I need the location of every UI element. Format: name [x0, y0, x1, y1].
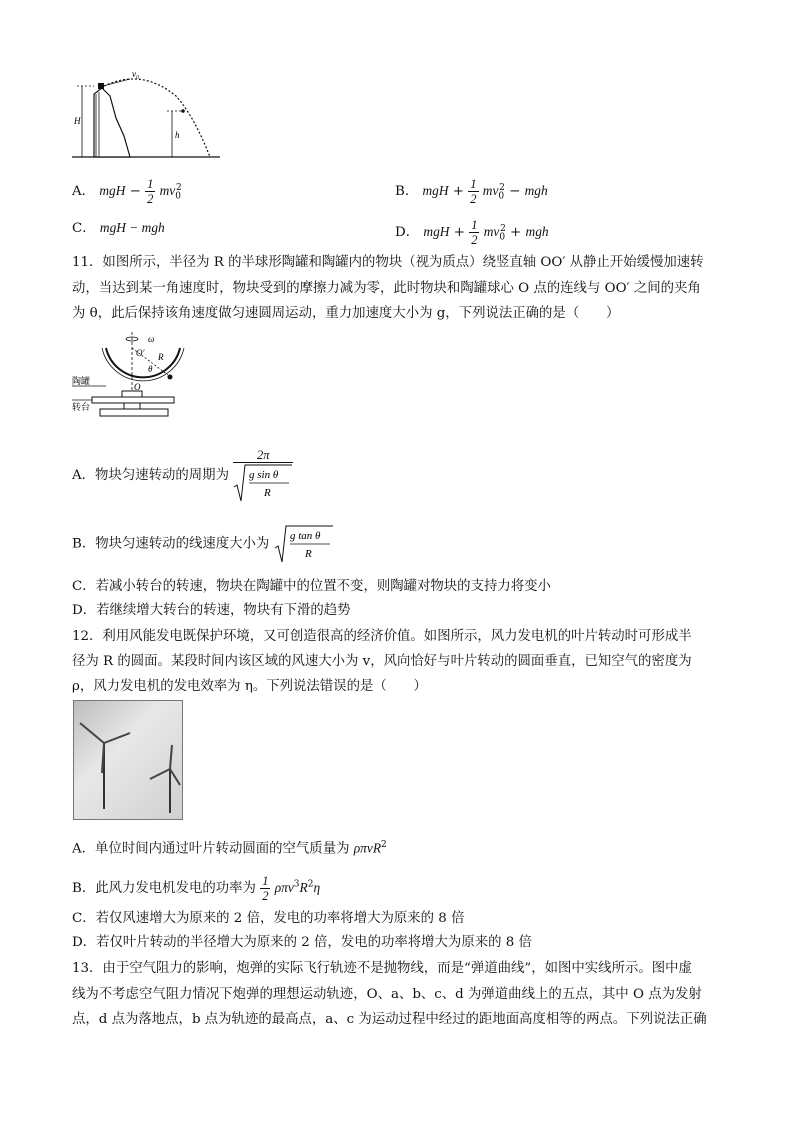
q13-stem-line3: 点，d 点为落地点，b 点为轨迹的最高点，a、c 为运动过程中经过的距地面高度相等的两点。下列说法正确 [72, 1012, 707, 1027]
q13-stem-line2: 线为不考虑空气阻力情况下炮弹的理想运动轨迹，O、a、b、c、d 为弹道曲线上的五点，其中 O 点为发射 [72, 987, 702, 1002]
o-prime-label: O′ [136, 348, 145, 358]
q11-option-d[interactable]: D．若继续增大转台的转速，物块有下滑的趋势 [72, 603, 351, 618]
q12-stem-line3: ρ，风力发电机的发电效率为 η。下列说法错误的是（ ） [72, 679, 427, 694]
jar-label: 陶罐 [72, 377, 91, 387]
v0-label: v₀ [132, 69, 140, 79]
q10-option-c[interactable]: C． mgH − mgh [72, 220, 165, 236]
wind-turbine-photo [73, 700, 183, 820]
q12-option-a[interactable]: A．单位时间内通过叶片转动圆面的空气质量为 ρπvR$^2$ [72, 840, 387, 857]
wind-turbine-icon [74, 701, 182, 819]
bowl-turntable-figure [72, 330, 202, 420]
q12-stem-line1: 12．利用风能发电既保护环境，又可创造很高的经济价值。如图所示，风力发电机的叶片转动时可形成半 [72, 629, 692, 644]
q11-option-a[interactable]: A．物块匀速转动的周期为 2π g sin θ R [72, 448, 293, 503]
q10-option-b[interactable]: B． mgH + $\frac{1}{2}$ $mv_0^2$ − mgh [395, 177, 548, 206]
q10-option-a[interactable]: A． mgH − $\frac{1}{2}$ $mv_0^2$ [72, 177, 182, 206]
q12-option-b[interactable]: B．此风力发电机发电的功率为 $\frac{1}{2}$ $\rho\pi v^3R^2\eta$ [72, 874, 321, 903]
q12-option-c[interactable]: C．若仅风速增大为原来的 2 倍，发电的功率将增大为原来的 8 倍 [72, 911, 465, 926]
svg-text:R: R [304, 548, 312, 560]
q12-option-d[interactable]: D．若仅叶片转动的半径增大为原来的 2 倍，发电的功率将增大为原来的 8 倍 [72, 935, 532, 950]
q11-option-c[interactable]: C．若减小转台的转速，物块在陶罐中的位置不变，则陶罐对物块的支持力将变小 [72, 579, 551, 594]
q11-stem-line3: 为 θ，此后保持该角速度做匀速圆周运动，重力加速度大小为 g，下列说法正确的是（ ） [72, 306, 620, 321]
svg-text:g tan θ: g tan θ [289, 530, 321, 542]
q11-option-b[interactable]: B．物块匀速转动的线速度大小为 g tan θ R [72, 524, 334, 564]
svg-text:R: R [264, 487, 271, 499]
h-label: h [175, 130, 180, 140]
projectile-figure [72, 66, 222, 162]
svg-text:g sin θ: g sin θ [249, 469, 279, 481]
theta-label: θ [148, 364, 153, 374]
q12-stem-line2: 径为 R 的圆面。某段时间内该区域的风速大小为 v，风向恰好与叶片转动的圆面垂直，已知空气的密度为 [72, 654, 692, 669]
omega-label: ω [148, 334, 155, 344]
q11-stem-line1: 11．如图所示，半径为 R 的半球形陶罐和陶罐内的物块（视为质点）绕竖直轴 OO′ 从静止开始缓慢加速转 [72, 255, 704, 270]
q13-stem-line1: 13．由于空气阻力的影响，炮弹的实际飞行轨迹不是抛物线，而是“弹道曲线”，如图中实线所示。图中虚 [72, 961, 692, 976]
radius-label: R [158, 352, 164, 362]
q11-stem-line2: 动，当达到某一角速度时，物块受到的摩擦力减为零，此时物块和陶罐球心 O 点的连线与 OO′ 之间的夹角 [72, 281, 701, 296]
q10-option-d[interactable]: D． mgH + $\frac{1}{2}$ $mv_0^2$ + mgh [395, 218, 549, 247]
turntable-label: 转台 [72, 403, 91, 413]
o-label: O [134, 382, 141, 392]
H-label: H [74, 116, 81, 126]
